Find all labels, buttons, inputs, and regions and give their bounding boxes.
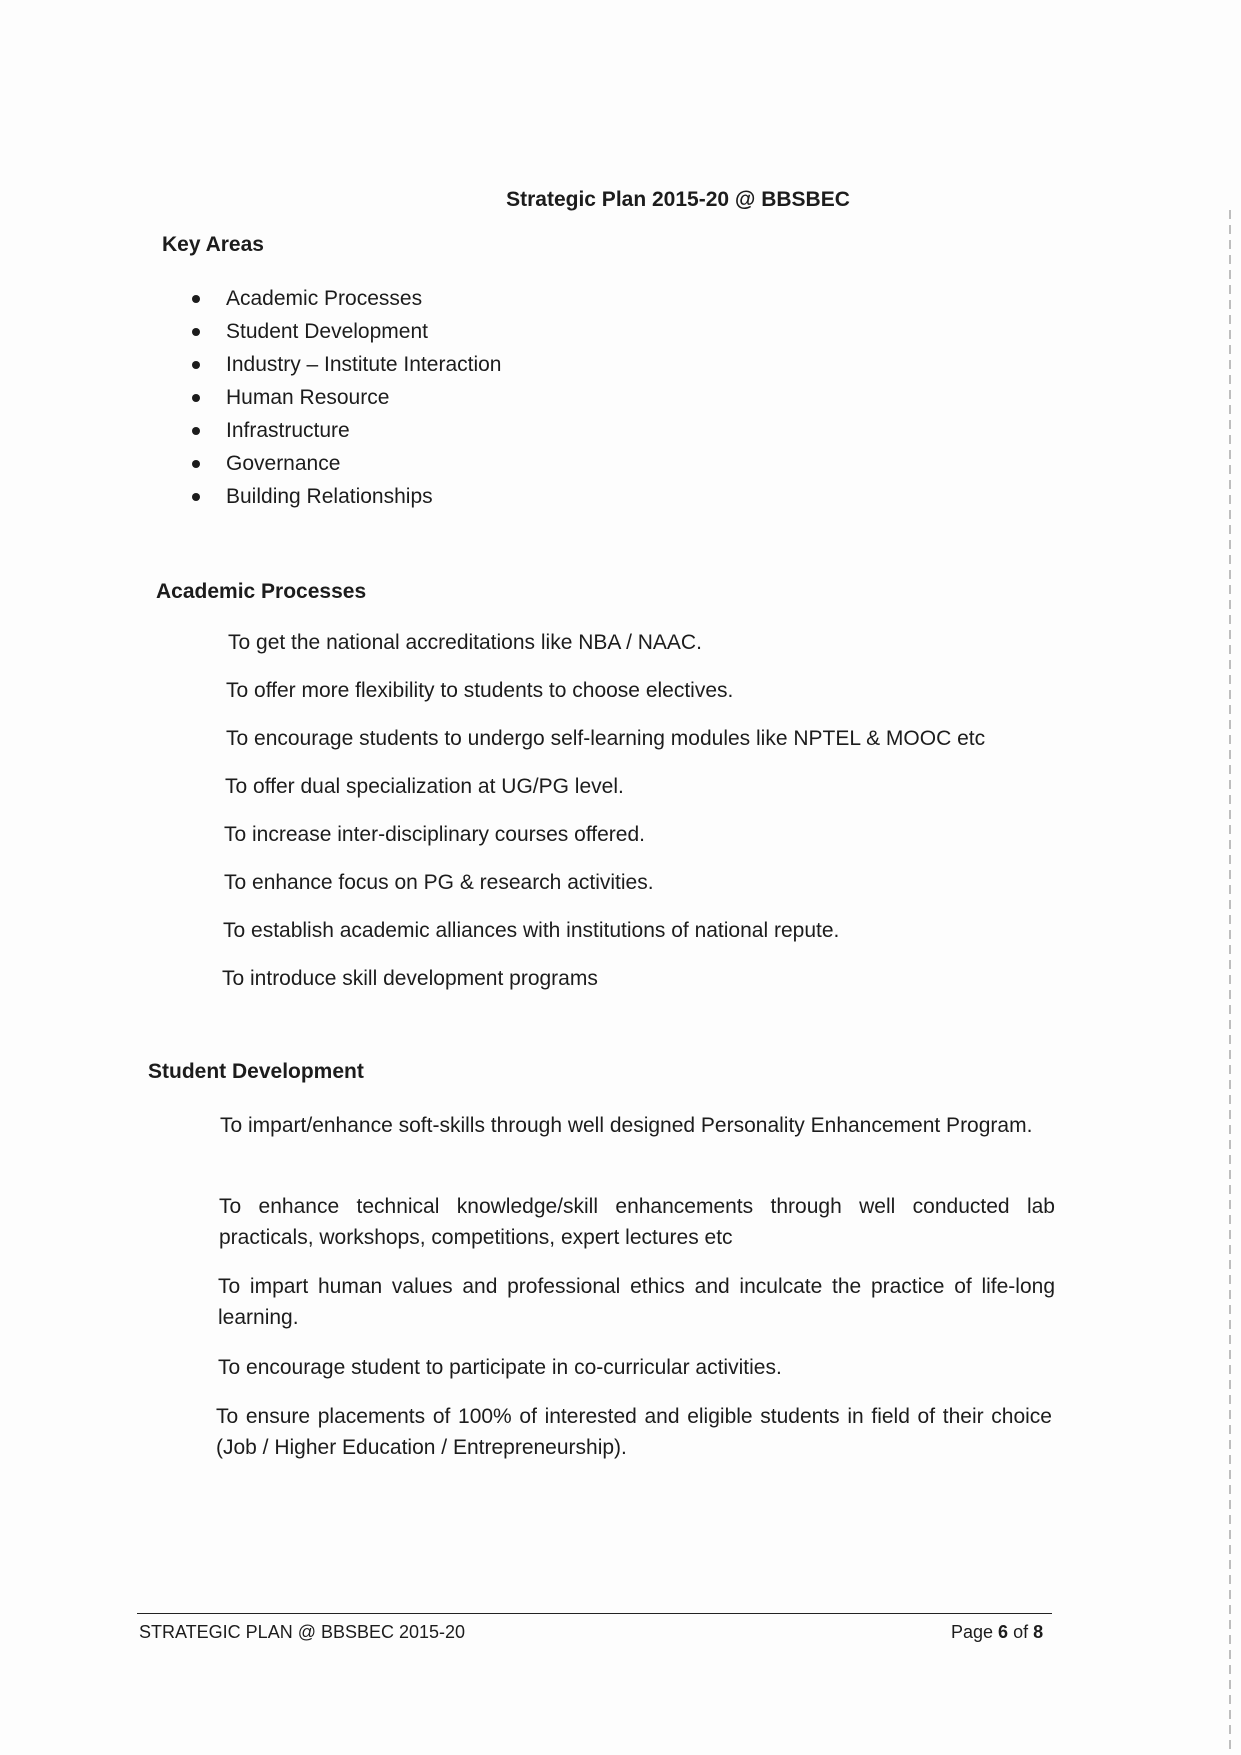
bullet-icon <box>192 361 200 369</box>
key-area-label: Industry – Institute Interaction <box>226 352 502 376</box>
list-item <box>192 447 501 480</box>
page-prefix: Page <box>951 1622 999 1642</box>
bullet-icon <box>192 427 200 435</box>
document-title: Strategic Plan 2015-20 @ BBSBEC <box>506 188 850 211</box>
bullet-icon <box>192 328 200 336</box>
academic-processes-heading: Academic Processes <box>156 580 367 603</box>
key-areas-heading-text: Key Areas <box>162 233 264 256</box>
key-area-label: Governance <box>226 451 341 475</box>
bullet-icon <box>192 493 200 501</box>
bullet-icon <box>192 460 200 468</box>
academic-item: To enhance focus on PG & research activities. <box>224 871 654 894</box>
student-item: To ensure placements of 100% of interested and eligible students in field of their choice (Job / Higher Education / Entrepreneurship). <box>216 1405 1052 1459</box>
page-separator: of <box>1008 1622 1034 1642</box>
list-item <box>192 414 501 447</box>
academic-item: To get the national accreditations like NBA / NAAC. <box>228 631 702 654</box>
student-item: To impart human values and professional ethics and inculcate the practice of life-long learning. <box>218 1275 1055 1329</box>
list-item <box>192 282 501 315</box>
key-area-label: Student Development <box>226 319 428 343</box>
list-item <box>192 315 501 348</box>
student-item: To impart/enhance soft-skills through well designed Personality Enhancement Program. <box>220 1114 1033 1137</box>
footer-divider <box>137 1613 1052 1614</box>
student-development-heading: Student Development <box>148 1060 364 1083</box>
student-item: To encourage student to participate in co-curricular activities. <box>218 1356 782 1379</box>
academic-item: To encourage students to undergo self-learning modules like NPTEL & MOOC etc <box>226 727 986 750</box>
key-area-label: Academic Processes <box>226 286 423 310</box>
key-areas-list <box>192 282 501 513</box>
page-current: 6 <box>998 1622 1009 1642</box>
key-area-label: Infrastructure <box>226 418 350 442</box>
academic-item: To introduce skill development programs <box>222 967 598 990</box>
list-item <box>192 348 501 381</box>
list-item <box>192 381 501 414</box>
footer-document-label: STRATEGIC PLAN @ BBSBEC 2015-20 <box>139 1622 466 1642</box>
key-area-label: Human Resource <box>226 385 390 409</box>
academic-item: To increase inter-disciplinary courses offered. <box>224 823 645 846</box>
key-areas-heading <box>162 233 264 257</box>
bullet-icon <box>192 295 200 303</box>
academic-item: To offer more flexibility to students to choose electives. <box>226 679 734 702</box>
academic-item: To offer dual specialization at UG/PG level. <box>225 775 624 798</box>
bullet-icon <box>192 394 200 402</box>
student-item: To enhance technical knowledge/skill enhancements through well conducted lab practicals, workshops, competitions, expert lectures etc <box>219 1195 1055 1249</box>
academic-item: To establish academic alliances with institutions of national repute. <box>223 919 840 942</box>
key-area-label: Building Relationships <box>226 484 433 508</box>
list-item <box>192 480 501 513</box>
page-number <box>951 1622 1043 1643</box>
page-total: 8 <box>1033 1622 1044 1642</box>
scan-edge-marks <box>1229 210 1231 1755</box>
